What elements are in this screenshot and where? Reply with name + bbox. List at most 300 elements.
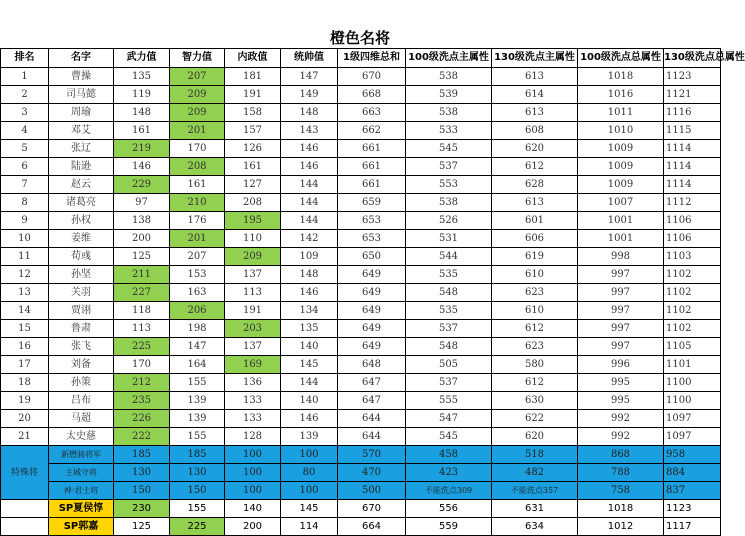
table-cell: 884 [664, 464, 721, 482]
column-header: 武力值 [114, 49, 170, 68]
table-cell: 235 [114, 392, 170, 410]
table-cell: 548 [406, 284, 492, 302]
column-header: 内政值 [225, 49, 281, 68]
special-row [1, 464, 721, 482]
table-cell: 97 [114, 194, 170, 212]
table-cell: 548 [406, 338, 492, 356]
table-cell: 758 [578, 482, 664, 500]
table-cell: 195 [225, 212, 281, 230]
table-cell: 鲁肃 [49, 320, 114, 338]
table-cell: 1116 [664, 104, 721, 122]
table-cell: 1018 [578, 68, 664, 86]
table-cell: 100 [225, 464, 281, 482]
table-row [1, 356, 721, 374]
table-cell: 868 [578, 446, 664, 464]
table-cell: 163 [170, 284, 225, 302]
table-cell: 1121 [664, 86, 721, 104]
table-cell: 663 [338, 104, 406, 122]
table-cell: 贾诩 [49, 302, 114, 320]
table-cell: 998 [578, 248, 664, 266]
column-header: 统帅值 [281, 49, 338, 68]
table-cell: 570 [338, 446, 406, 464]
table-cell: 537 [406, 374, 492, 392]
table-cell: 644 [338, 410, 406, 428]
table-cell: 533 [406, 122, 492, 140]
table-cell: 209 [170, 86, 225, 104]
table-cell: 644 [338, 428, 406, 446]
table-cell: 1114 [664, 140, 721, 158]
table-cell: 150 [170, 482, 225, 500]
table-cell: 191 [225, 302, 281, 320]
table-cell: 孙坚 [49, 266, 114, 284]
table-cell: 622 [492, 410, 578, 428]
table-cell: 201 [170, 122, 225, 140]
table-cell: 1010 [578, 122, 664, 140]
table-cell: 139 [170, 410, 225, 428]
table-cell: 153 [170, 266, 225, 284]
table-cell: 191 [225, 86, 281, 104]
table-cell: 537 [406, 320, 492, 338]
table-cell: 538 [406, 68, 492, 86]
column-header: 智力值 [170, 49, 225, 68]
column-header: 排名 [1, 49, 49, 68]
table-cell: 210 [170, 194, 225, 212]
table-cell: 136 [225, 374, 281, 392]
table-cell: 144 [281, 194, 338, 212]
table-cell: 161 [225, 158, 281, 176]
table-cell: 661 [338, 140, 406, 158]
table-cell: 133 [225, 410, 281, 428]
column-header: 名字 [49, 49, 114, 68]
table-cell: 7 [1, 176, 49, 194]
table-cell: 137 [225, 266, 281, 284]
table-cell: 620 [492, 428, 578, 446]
table-cell: 125 [114, 518, 170, 536]
table-cell: 刘备 [49, 356, 114, 374]
table-cell: 538 [406, 194, 492, 212]
table-cell: 219 [114, 140, 170, 158]
table-cell: 1097 [664, 428, 721, 446]
table-cell: 150 [114, 482, 170, 500]
table-row [1, 338, 721, 356]
table-cell: 623 [492, 284, 578, 302]
table-cell: 547 [406, 410, 492, 428]
table-cell: 1007 [578, 194, 664, 212]
table-cell: 518 [492, 446, 578, 464]
table-cell: 125 [114, 248, 170, 266]
table-cell: 146 [281, 284, 338, 302]
table-cell: 148 [114, 104, 170, 122]
table-cell: 109 [281, 248, 338, 266]
table-cell: 143 [281, 122, 338, 140]
table-cell: 147 [170, 338, 225, 356]
table-cell: 100 [281, 446, 338, 464]
table-row [1, 302, 721, 320]
table-row [1, 428, 721, 446]
table-cell: 144 [281, 176, 338, 194]
table-cell: 648 [338, 356, 406, 374]
table-cell: 曹操 [49, 68, 114, 86]
table-cell: 200 [225, 518, 281, 536]
table-cell: 619 [492, 248, 578, 266]
table-cell: 1105 [664, 338, 721, 356]
table-cell: 不能洗点309 [406, 482, 492, 500]
table-cell: 155 [170, 374, 225, 392]
table-cell: 4 [1, 122, 49, 140]
table-cell: 634 [492, 518, 578, 536]
table-cell: 135 [114, 68, 170, 86]
table-row [1, 176, 721, 194]
table-cell: 538 [406, 104, 492, 122]
table-cell: 1009 [578, 140, 664, 158]
table-cell: 161 [114, 122, 170, 140]
table-cell: 1018 [578, 500, 664, 518]
table-cell: 539 [406, 86, 492, 104]
table-cell: 146 [114, 158, 170, 176]
table-cell: 110 [225, 230, 281, 248]
table-cell: 周瑜 [49, 104, 114, 122]
column-header: 1级四维总和 [338, 49, 406, 68]
empty-cell [1, 518, 49, 536]
table-cell: 181 [225, 68, 281, 86]
table-cell: 1102 [664, 320, 721, 338]
table-cell: 140 [281, 338, 338, 356]
table-cell: 647 [338, 392, 406, 410]
table-cell: 赵云 [49, 176, 114, 194]
table-cell: 653 [338, 212, 406, 230]
table-cell: 537 [406, 158, 492, 176]
table-cell: 100 [225, 482, 281, 500]
table-cell: 113 [225, 284, 281, 302]
table-cell: 623 [492, 338, 578, 356]
special-category: 特殊将 [1, 446, 49, 500]
table-row [1, 374, 721, 392]
table-cell: 1123 [664, 500, 721, 518]
table-row [1, 122, 721, 140]
table-cell: 155 [170, 428, 225, 446]
table-cell: 1103 [664, 248, 721, 266]
table-cell: 606 [492, 230, 578, 248]
table-cell: 10 [1, 230, 49, 248]
table-cell: 203 [225, 320, 281, 338]
table-cell: 208 [225, 194, 281, 212]
sp-row [1, 518, 721, 536]
table-cell: 1012 [578, 518, 664, 536]
table-cell: 608 [492, 122, 578, 140]
table-row [1, 104, 721, 122]
table-cell: 222 [114, 428, 170, 446]
table-cell: 505 [406, 356, 492, 374]
table-cell: 138 [114, 212, 170, 230]
table-cell: 137 [225, 338, 281, 356]
table-cell: 208 [170, 158, 225, 176]
table-cell: 176 [170, 212, 225, 230]
table-cell: 128 [225, 428, 281, 446]
table-cell: 孙权 [49, 212, 114, 230]
table-cell: 113 [114, 320, 170, 338]
table-cell: 1011 [578, 104, 664, 122]
table-cell: 吕布 [49, 392, 114, 410]
sheet-title: 橙色名将 [329, 29, 390, 47]
table-cell: 661 [338, 176, 406, 194]
table-cell: 157 [225, 122, 281, 140]
table-cell: 649 [338, 284, 406, 302]
header-row [1, 49, 721, 68]
table-cell: 628 [492, 176, 578, 194]
table-row [1, 392, 721, 410]
table-cell: 146 [281, 410, 338, 428]
table-cell: 司马懿 [49, 86, 114, 104]
table-cell: 1016 [578, 86, 664, 104]
table-cell: 100 [281, 482, 338, 500]
table-cell: 647 [338, 374, 406, 392]
table-cell: 997 [578, 338, 664, 356]
table-cell: 207 [170, 248, 225, 266]
table-cell: 16 [1, 338, 49, 356]
table-row [1, 158, 721, 176]
table-cell: 631 [492, 500, 578, 518]
table-row [1, 266, 721, 284]
table-cell: 227 [114, 284, 170, 302]
table-cell: 553 [406, 176, 492, 194]
table-cell: 612 [492, 320, 578, 338]
table-cell: 1001 [578, 212, 664, 230]
table-row [1, 68, 721, 86]
table-cell: 164 [170, 356, 225, 374]
table-cell: 1097 [664, 410, 721, 428]
table-row [1, 140, 721, 158]
table-cell: 145 [281, 500, 338, 518]
table-cell: 997 [578, 302, 664, 320]
table-row [1, 320, 721, 338]
table-cell: 1112 [664, 194, 721, 212]
table-cell: 997 [578, 266, 664, 284]
table-cell: 559 [406, 518, 492, 536]
table-cell: 670 [338, 500, 406, 518]
table-cell: 788 [578, 464, 664, 482]
table-cell: 630 [492, 392, 578, 410]
table-cell: 612 [492, 374, 578, 392]
table-cell: 1101 [664, 356, 721, 374]
table-cell: 185 [114, 446, 170, 464]
table-cell: 1102 [664, 266, 721, 284]
table-cell: 20 [1, 410, 49, 428]
table-cell: 1106 [664, 230, 721, 248]
table-row [1, 410, 721, 428]
table-cell: 664 [338, 518, 406, 536]
table-cell: 姜维 [49, 230, 114, 248]
table-cell: 545 [406, 140, 492, 158]
table-cell: 133 [225, 392, 281, 410]
table-cell: 458 [406, 446, 492, 464]
table-cell: 614 [492, 86, 578, 104]
table-cell: 997 [578, 320, 664, 338]
table-cell: 马超 [49, 410, 114, 428]
table-cell: 14 [1, 302, 49, 320]
table-cell: 610 [492, 302, 578, 320]
table-cell: 601 [492, 212, 578, 230]
table-cell: 612 [492, 158, 578, 176]
table-cell: 225 [114, 338, 170, 356]
column-header: 130级洗点主属性 [492, 49, 578, 68]
table-cell: 198 [170, 320, 225, 338]
table-cell: 535 [406, 302, 492, 320]
table-cell: 161 [170, 176, 225, 194]
table-cell: 226 [114, 410, 170, 428]
table-cell: 531 [406, 230, 492, 248]
table-cell: 陆逊 [49, 158, 114, 176]
table-cell: 212 [114, 374, 170, 392]
table-cell: 1009 [578, 158, 664, 176]
table-cell: 170 [170, 140, 225, 158]
table-cell: 620 [492, 140, 578, 158]
table-cell: 145 [281, 356, 338, 374]
table-row [1, 284, 721, 302]
table-cell: 206 [170, 302, 225, 320]
table-cell: 139 [170, 392, 225, 410]
generals-table [0, 48, 745, 536]
table-cell: 21 [1, 428, 49, 446]
table-cell: 500 [338, 482, 406, 500]
table-cell: 992 [578, 410, 664, 428]
table-cell: 997 [578, 284, 664, 302]
table-cell: 9 [1, 212, 49, 230]
table-cell: 668 [338, 86, 406, 104]
table-cell: 130 [170, 464, 225, 482]
table-cell: 659 [338, 194, 406, 212]
table-row [1, 212, 721, 230]
table-cell: 211 [114, 266, 170, 284]
table-cell: 995 [578, 392, 664, 410]
table-cell: 556 [406, 500, 492, 518]
table-cell: SP夏侯惇 [49, 500, 114, 518]
table-cell: 不能洗点357 [492, 482, 578, 500]
table-cell: 太史慈 [49, 428, 114, 446]
table-cell: 229 [114, 176, 170, 194]
table-cell: 主城守将 [49, 464, 114, 482]
table-cell: 649 [338, 266, 406, 284]
table-cell: 3 [1, 104, 49, 122]
table-cell: 127 [225, 176, 281, 194]
table-cell: 1102 [664, 284, 721, 302]
table-cell: 545 [406, 428, 492, 446]
table-cell: 555 [406, 392, 492, 410]
table-cell: 1001 [578, 230, 664, 248]
table-cell: 995 [578, 374, 664, 392]
table-cell: 130 [114, 464, 170, 482]
table-row [1, 86, 721, 104]
table-cell: 610 [492, 266, 578, 284]
table-cell: 5 [1, 140, 49, 158]
table-cell: 649 [338, 320, 406, 338]
table-cell: 996 [578, 356, 664, 374]
table-cell: 张辽 [49, 140, 114, 158]
table-row [1, 230, 721, 248]
table-cell: 1 [1, 68, 49, 86]
table-cell: 126 [225, 140, 281, 158]
table-cell: 张飞 [49, 338, 114, 356]
table-cell: 580 [492, 356, 578, 374]
table-cell: 958 [664, 446, 721, 464]
table-cell: 140 [225, 500, 281, 518]
table-cell: 8 [1, 194, 49, 212]
table-cell: 423 [406, 464, 492, 482]
table-cell: 19 [1, 392, 49, 410]
table-cell: 535 [406, 266, 492, 284]
table-cell: 650 [338, 248, 406, 266]
table-cell: 135 [281, 320, 338, 338]
table-cell: 1117 [664, 518, 721, 536]
table-cell: 155 [170, 500, 225, 518]
table-cell: 1114 [664, 176, 721, 194]
table-cell: 1102 [664, 302, 721, 320]
table-cell: 170 [114, 356, 170, 374]
table-cell: 148 [281, 104, 338, 122]
table-cell: 2 [1, 86, 49, 104]
table-cell: 118 [114, 302, 170, 320]
table-cell: 837 [664, 482, 721, 500]
table-cell: 140 [281, 392, 338, 410]
table-cell: 148 [281, 266, 338, 284]
table-cell: SP郭嘉 [49, 518, 114, 536]
table-cell: 关羽 [49, 284, 114, 302]
column-header: 130级洗点总属性 [664, 49, 721, 68]
table-cell: 134 [281, 302, 338, 320]
table-cell: 1114 [664, 158, 721, 176]
table-cell: 209 [225, 248, 281, 266]
table-cell: 142 [281, 230, 338, 248]
table-cell: 100 [225, 446, 281, 464]
table-cell: 12 [1, 266, 49, 284]
table-cell: 662 [338, 122, 406, 140]
table-row [1, 248, 721, 266]
table-cell: 114 [281, 518, 338, 536]
table-cell: 544 [406, 248, 492, 266]
sp-row [1, 500, 721, 518]
table-cell: 649 [338, 338, 406, 356]
table-cell: 1123 [664, 68, 721, 86]
table-cell: 613 [492, 194, 578, 212]
table-cell: 649 [338, 302, 406, 320]
table-cell: 新懋骑将军 [49, 446, 114, 464]
table-row [1, 194, 721, 212]
table-cell: 1009 [578, 176, 664, 194]
table-cell: 526 [406, 212, 492, 230]
table-cell: 1106 [664, 212, 721, 230]
table-cell: 18 [1, 374, 49, 392]
table-cell: 147 [281, 68, 338, 86]
table-cell: 11 [1, 248, 49, 266]
table-cell: 1100 [664, 374, 721, 392]
table-cell: 209 [170, 104, 225, 122]
table-cell: 119 [114, 86, 170, 104]
special-row [1, 446, 721, 464]
column-header: 100级洗点总属性 [578, 49, 664, 68]
table-cell: 653 [338, 230, 406, 248]
table-cell: 230 [114, 500, 170, 518]
table-cell: 613 [492, 68, 578, 86]
table-cell: 670 [338, 68, 406, 86]
table-cell: 225 [170, 518, 225, 536]
table-cell: 17 [1, 356, 49, 374]
table-cell: 6 [1, 158, 49, 176]
table-cell: 201 [170, 230, 225, 248]
table-cell: 200 [114, 230, 170, 248]
table-cell: 169 [225, 356, 281, 374]
table-cell: 661 [338, 158, 406, 176]
table-cell: 613 [492, 104, 578, 122]
table-cell: 992 [578, 428, 664, 446]
